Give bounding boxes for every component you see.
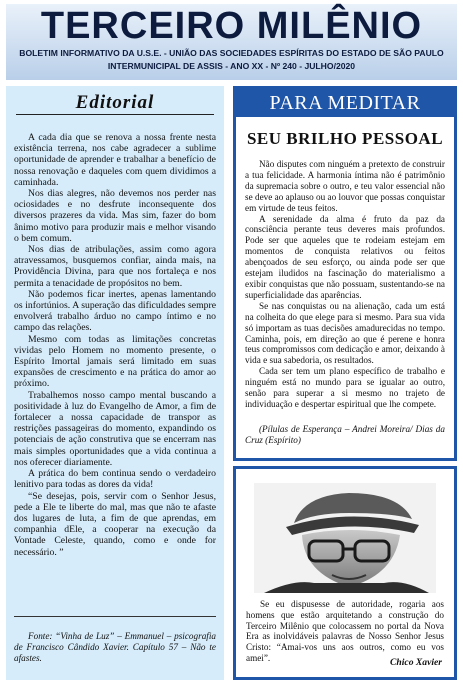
article-source: (Pílulas de Esperança – Andrei Moreira/ Dias da Cruz (Espírito) — [245, 424, 445, 445]
article-title: SEU BRILHO PESSOAL — [246, 129, 444, 148]
editorial-column — [6, 86, 224, 680]
portrait-illustration — [254, 483, 436, 593]
editorial-divider — [14, 616, 216, 617]
editorial-paragraph: Nos dias alegres, não devemos nos perder nas ociosidades e no desfrute inconsequente dos diversos prazeres da vida. Mas sim, fazer do bom ânimo motivo para produzir mais e melhor visando o bem comum. — [14, 188, 216, 244]
editorial-paragraph: A cada dia que se renova a nossa frente nesta existência terrena, nos cabe agradecer a sublime oportunidade de aprender e trabalhar a benefício de nossa renovação e daqueles com quem dividimos a caminhada. — [14, 132, 216, 188]
quote-author: Chico Xavier — [390, 657, 442, 668]
editorial-paragraph: Não podemos ficar inertes, apenas lamentando os infortúnios. A superação das dificuldades sempre envolverá trabalho árduo no campo íntimo e no campo das relações. — [14, 288, 216, 334]
editorial-source: Fonte: “Vinha de Luz” – Emmanuel – psicografia de Francisco Cândido Xavier. Capítulo 57 – Não te afastes. — [14, 631, 216, 663]
editorial-heading: Editorial — [16, 92, 214, 115]
editorial-paragraph: Nos dias de atribulações, assim como agora atravessamos, busquemos confiar, ainda mais, na Providência Divina, para que nos fortaleça e nos permita a tenacidade de propósitos no bem. — [14, 244, 216, 289]
editorial-paragraph: A prática do bem continua sendo o verdadeiro lenitivo para todas as dores da vida! — [14, 468, 216, 491]
issue-line: INTERMUNICIPAL DE ASSIS - ANO XX - Nº 240 - JULHO/2020 — [107, 61, 356, 71]
quote-text: Se eu dispusesse de autoridade, rogaria aos homens que estão arquitetando a construção do Terceiro Milênio que colocassem no portal da Nova Era as inolvidáveis palavras de Nosso Senhor Jesus Cristo: “Amai-vos uns aos outros, como eu vos amei”. — [246, 599, 444, 663]
portrait-photo — [254, 483, 436, 593]
newsletter-title: TERCEIRO MILÊNIO — [40, 5, 423, 47]
article-paragraph: Cada ser tem um plano específico de trabalho e ninguém está no mundo para se igualar ao outro, senão para superar a si mesmo no trajeto de individuação e despertar espiritual que lhe compete. — [245, 366, 445, 409]
article-paragraph: Se nas conquistas ou na alienação, cada um está na colheita do que elege para si mesmo. Para sua vida só importam as tuas decisões amadurecidas no tempo. Caminha, pois, em direção ao que é perene e honra teus compromissos com dedicação e amor, deixando à vida e sua sabedoria, os resultados. — [245, 300, 445, 366]
para-meditar-box — [233, 86, 457, 461]
editorial-paragraph: Mesmo com todas as limitações concretas vividas pelo Homem no momento presente, o Espírito Imortal jamais será limitado em suas expansões de crescimento e na prática do amor ao próximo. — [14, 333, 216, 390]
article-paragraph: A serenidade da alma é fruto da paz da consciência perante teus deveres mais profundos. Pode ser que aqueles que te rodeiam estejam em momentos de conquista relativos ou feitos abençoados de seu esforço, ou ainda pode ser que estejam iludidos na fascinação do materialismo a exibir conquistas que não possuam, sustentando-se na superficialidade das aparências. — [245, 213, 445, 300]
editorial-paragraph: “Se desejas, pois, servir com o Senhor Jesus, pede a Ele te liberte do mal, mas que não te afaste dos lugares de luta, a fim de que aprendas, em companhia dEle, a cooperar na execução da Vontade Celeste, quando, como e onde for necessário. ” — [14, 490, 216, 558]
quote-box — [233, 466, 457, 680]
newsletter-subtitle: BOLETIM INFORMATIVO DA U.S.E. - UNIÃO DAS SOCIEDADES ESPÍRITAS DO ESTADO DE SÃO PAULO — [19, 48, 444, 58]
article-paragraph: Não disputes com ninguém a pretexto de construir a tua felicidade. A harmonia íntima não é patrimônio da supremacia sobre o outro, e teu valor essencial não se deve ao aplauso ou ao louvor que possas conquistar em virtude de teus feitos. — [245, 159, 445, 213]
article-body — [245, 159, 445, 410]
para-meditar-banner: PARA MEDITAR — [236, 89, 454, 117]
editorial-paragraph: Trabalhemos nosso campo mental buscando a positividade à luz do Evangelho de Amor, a fim de fortalecer a nossa capacidade de transpor as restrições passageiras do momento, expandindo os potenciais de ação construtiva que se encerram nas mais simples oportunidades que a vida continua a nos oferecer diariamente. — [14, 389, 216, 468]
masthead — [6, 4, 457, 80]
editorial-body — [14, 132, 216, 558]
